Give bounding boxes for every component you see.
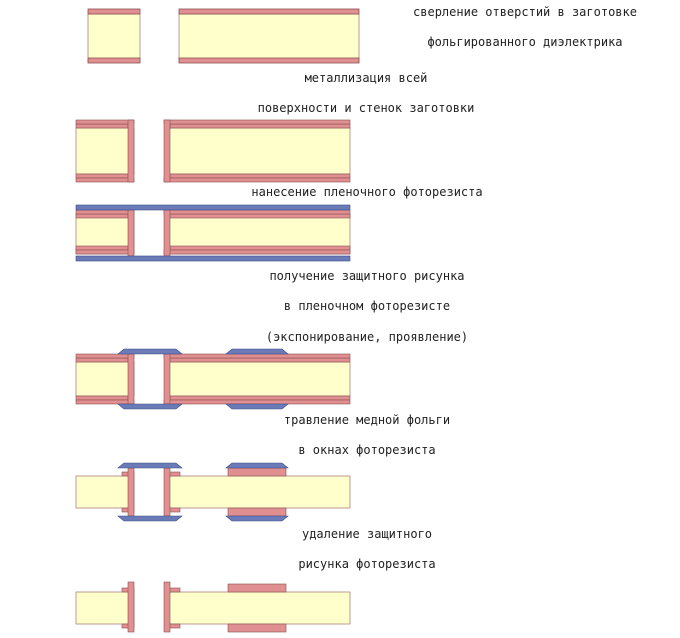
step-6-label-line-2: рисунка фоторезиста bbox=[298, 557, 436, 571]
step-2-label-line-2: поверхности и стенок заготовки bbox=[257, 101, 475, 115]
step-4-label-line-1: получение защитного рисунка bbox=[269, 269, 465, 283]
step-1-label-line-1: сверление отверстий в заготовке bbox=[413, 5, 637, 19]
step-4-label-line-3: (экспонирование, проявление) bbox=[265, 330, 469, 344]
stage-2-metallized-blank bbox=[76, 120, 350, 182]
step-6-label-line-1: удаление защитного bbox=[301, 527, 433, 541]
stage-1-drilled-blank bbox=[88, 9, 359, 63]
stage-4-resist-pattern bbox=[76, 349, 350, 409]
step-1-label-line-2: фольгированного диэлектрика bbox=[427, 35, 623, 49]
step-4-label-line-2: в пленочном фоторезисте bbox=[283, 299, 451, 313]
stage-3-photoresist-applied bbox=[76, 205, 350, 261]
step-5-label-line-1: травление медной фольги bbox=[283, 413, 451, 427]
step-2-label-line-1: металлизация всей bbox=[304, 71, 428, 85]
stage-5-copper-etched bbox=[76, 463, 350, 521]
stage-6-resist-removed bbox=[76, 582, 350, 632]
step-5-label-line-2: в окнах фоторезиста bbox=[298, 443, 436, 457]
step-3-label-line-1: нанесение пленочного фоторезиста bbox=[251, 185, 483, 199]
